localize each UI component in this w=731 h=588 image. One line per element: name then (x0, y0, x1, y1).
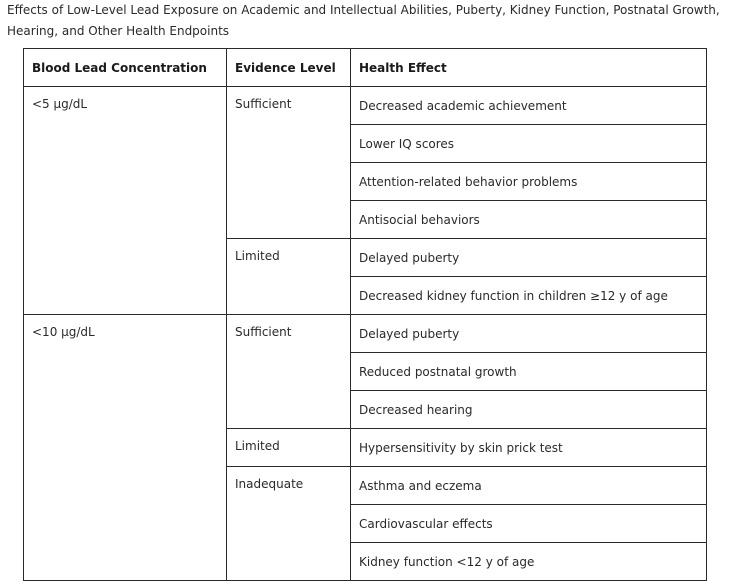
effect-cell: Hypersensitivity by skin prick test (351, 429, 707, 467)
effect-cell: Lower IQ scores (351, 125, 707, 163)
table-body (24, 87, 707, 581)
evidence-cell: Sufficient (227, 315, 351, 429)
effect-cell: Decreased hearing (351, 391, 707, 429)
effect-cell: Attention-related behavior problems (351, 163, 707, 201)
evidence-cell: Sufficient (227, 87, 351, 239)
evidence-cell: Limited (227, 429, 351, 467)
table-row (24, 315, 707, 353)
concentration-cell: <5 µg/dL (24, 87, 227, 315)
effect-cell: Delayed puberty (351, 239, 707, 277)
table-caption: Effects of Low-Level Lead Exposure on Academic and Intellectual Abilities, Puberty, Kidney Function, Postnatal Growth, Hearing, and Other Health Endpoints (7, 3, 720, 38)
effect-cell: Kidney function <12 y of age (351, 543, 707, 581)
lead-effects-table (23, 48, 707, 581)
effect-cell: Reduced postnatal growth (351, 353, 707, 391)
effect-cell: Decreased kidney function in children ≥12 y of age (351, 277, 707, 315)
effect-cell: Cardiovascular effects (351, 505, 707, 543)
effect-cell: Delayed puberty (351, 315, 707, 353)
evidence-cell: Limited (227, 239, 351, 315)
table-row (24, 87, 707, 125)
header-row (24, 49, 707, 87)
effect-cell: Asthma and eczema (351, 467, 707, 505)
concentration-cell: <10 µg/dL (24, 315, 227, 581)
header-evidence-level: Evidence Level (227, 49, 351, 87)
header-health-effect: Health Effect (351, 49, 707, 87)
evidence-cell: Inadequate (227, 467, 351, 581)
effect-cell: Decreased academic achievement (351, 87, 707, 125)
table-header (24, 49, 707, 87)
effect-cell: Antisocial behaviors (351, 201, 707, 239)
header-blood-lead-concentration: Blood Lead Concentration (24, 49, 227, 87)
